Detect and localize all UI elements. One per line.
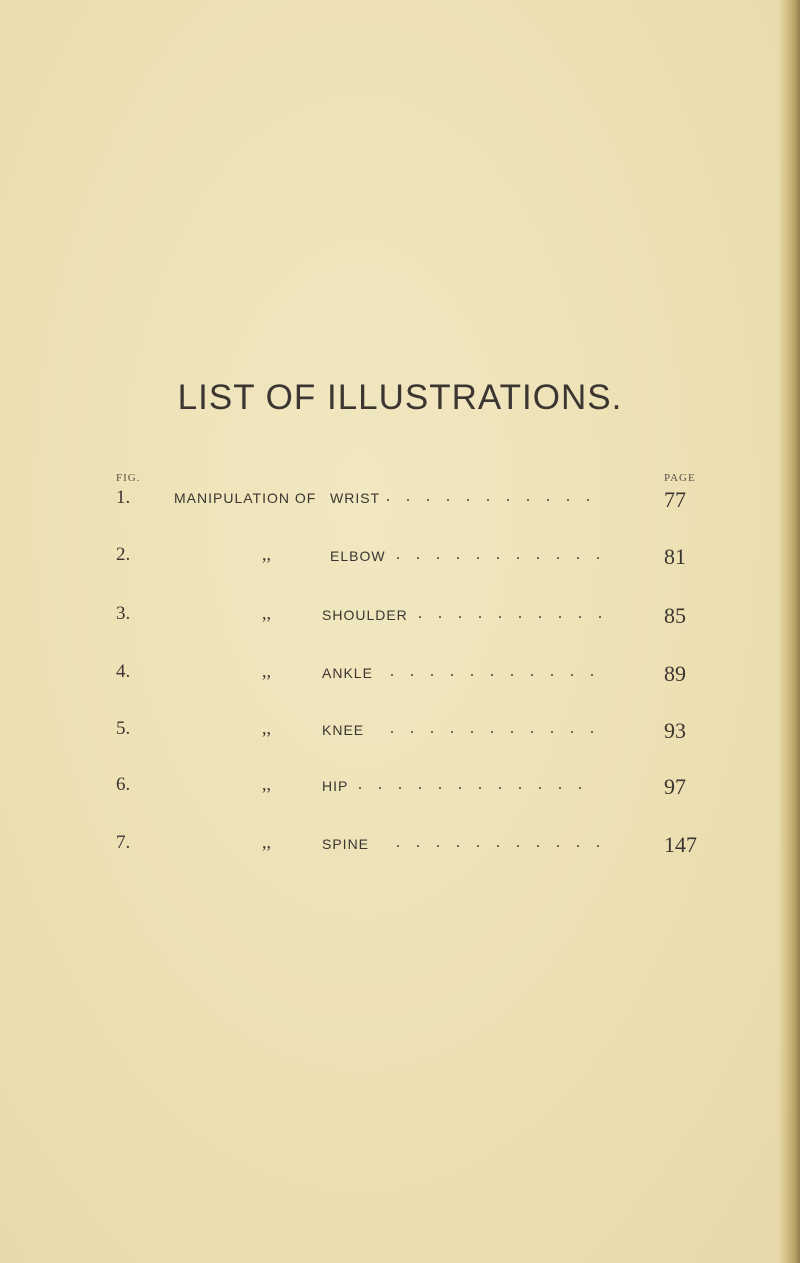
page-column-header: PAGE (664, 472, 696, 484)
entry-subject: KNEE (322, 722, 365, 738)
fig-column-header: FIG. (116, 472, 141, 484)
page-number: 85 (664, 603, 686, 628)
ditto-mark: ,, (262, 603, 271, 623)
list-item (0, 487, 800, 515)
leader-dots: . . . . . . . . . . (418, 605, 608, 622)
figure-number: 4. (116, 661, 131, 682)
page-title: LIST OF ILLUSTRATIONS. (177, 378, 623, 417)
figure-number: 6. (116, 774, 131, 795)
page-number: 89 (664, 661, 686, 686)
ditto-mark: ,, (262, 661, 271, 681)
list-item (0, 832, 800, 860)
leader-dots: . . . . . . . . . . . (386, 488, 596, 505)
list-item (0, 718, 800, 746)
list-item (0, 603, 800, 631)
entry-subject: ANKLE (322, 665, 373, 681)
entry-subject: HIP (322, 778, 349, 794)
entry-subject: WRIST (330, 490, 381, 506)
entry-subject: SHOULDER (322, 607, 408, 623)
ditto-mark: ,, (262, 718, 271, 738)
list-item (0, 774, 800, 802)
figure-number: 1. (116, 487, 131, 508)
page-number: 97 (664, 774, 686, 799)
leader-dots: . . . . . . . . . . . (396, 834, 606, 851)
figure-number: 2. (116, 544, 131, 565)
page-number: 147 (664, 832, 697, 857)
entry-subject: ELBOW (330, 548, 386, 564)
leader-dots: . . . . . . . . . . . . (358, 776, 588, 793)
ditto-mark: ,, (262, 774, 271, 794)
list-item (0, 544, 800, 572)
figure-number: 3. (116, 603, 131, 624)
figure-number: 7. (116, 832, 131, 853)
page-number: 81 (664, 544, 686, 569)
entry-subject: SPINE (322, 836, 370, 852)
leader-dots: . . . . . . . . . . . (396, 546, 606, 563)
page-number: 93 (664, 718, 686, 743)
leader-dots: . . . . . . . . . . . (390, 663, 600, 680)
leader-dots: . . . . . . . . . . . (390, 720, 600, 737)
ditto-mark: ,, (262, 544, 271, 564)
list-item (0, 661, 800, 689)
entry-lead-text: MANIPULATION OF (174, 490, 317, 506)
figure-number: 5. (116, 718, 131, 739)
ditto-mark: ,, (262, 832, 271, 852)
page-edge-shadow (778, 0, 800, 1263)
page-number: 77 (664, 487, 686, 512)
